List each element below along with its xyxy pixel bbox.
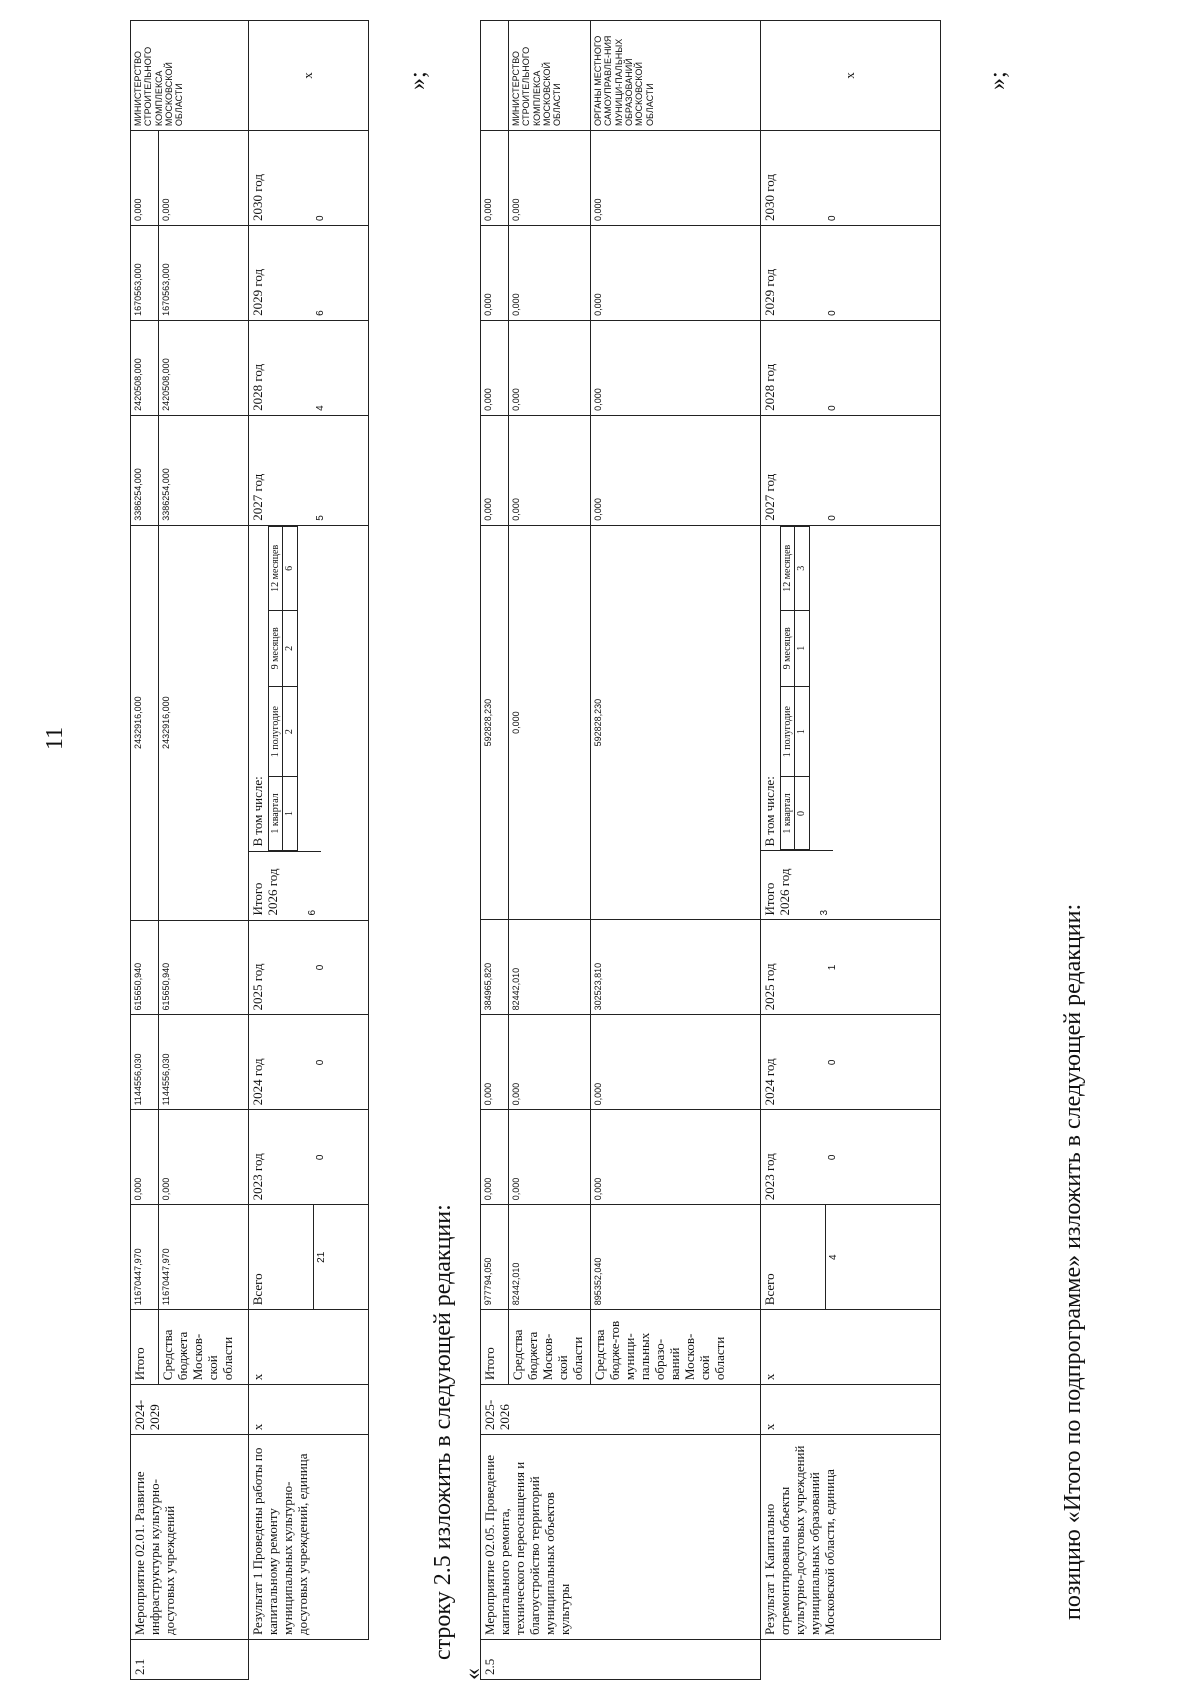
t1-col-2030 bbox=[249, 131, 369, 226]
t1-src-0: 11670447,970 bbox=[159, 1205, 249, 1310]
t1-src-7: 1670563,000 bbox=[159, 225, 249, 320]
t1-h-vsego: Всего bbox=[250, 1273, 265, 1306]
t1-col-2023 bbox=[249, 1110, 369, 1205]
t1-itogo2026 bbox=[249, 851, 321, 920]
t1-h-itogo2026: Итого 2026 год bbox=[250, 868, 280, 916]
t2-h-2030: 2030 год bbox=[762, 173, 777, 221]
t1-v-2025: 0 bbox=[315, 964, 326, 971]
t2-total-4: 592828,230 bbox=[481, 525, 509, 920]
t1-col-2027 bbox=[249, 415, 369, 525]
t1-col-2026 bbox=[249, 525, 369, 920]
t1-event: Мероприятие 02.01. Развитие инфраструктуры культурно-досуговых учреждений bbox=[131, 1435, 249, 1640]
t2-h1v: 1 bbox=[795, 686, 810, 777]
t2-src1-0: 82442,010 bbox=[509, 1205, 591, 1310]
t1-exec: МИНИСТЕРСТВО СТРОИТЕЛЬНОГО КОМПЛЕКСА МОСКОВСКОЙ ОБЛАСТИ bbox=[131, 21, 249, 131]
t2-col-vsego bbox=[761, 1205, 941, 1310]
t2-src2-8: 0,000 bbox=[591, 131, 761, 226]
t2-exec1: МИНИСТЕРСТВО СТРОИТЕЛЬНОГО КОМПЛЕКСА МОСКОВСКОЙ ОБЛАСТИ bbox=[509, 21, 591, 131]
t2-src1-3: 82442,010 bbox=[509, 920, 591, 1015]
table-2-1 bbox=[130, 20, 369, 1680]
t2-x1: х bbox=[761, 1385, 941, 1435]
t1-h-2028: 2028 год bbox=[250, 363, 265, 411]
t2-total-7: 0,000 bbox=[481, 225, 509, 320]
t1-total-2: 1144556,030 bbox=[131, 1015, 159, 1110]
t1-col-2024 bbox=[249, 1015, 369, 1110]
t1-q1v: 1 bbox=[283, 777, 298, 850]
t1-src: Средства бюджета Москов-ской области bbox=[159, 1310, 249, 1385]
quote-close-1: »; bbox=[405, 71, 431, 90]
t1-q1: 1 квартал bbox=[268, 777, 283, 850]
t2-src1-8: 0,000 bbox=[509, 131, 591, 226]
t1-col-2028 bbox=[249, 320, 369, 415]
t1-h1: 1 полугодие bbox=[268, 686, 283, 777]
t2-src1-2: 0,000 bbox=[509, 1015, 591, 1110]
t2-years: 2025-2026 bbox=[481, 1385, 761, 1435]
t1-m9v: 2 bbox=[283, 610, 298, 686]
t1-col-2029 bbox=[249, 225, 369, 320]
t2-col-2029 bbox=[761, 225, 941, 320]
t2-src2-2: 0,000 bbox=[591, 1015, 761, 1110]
t1-v-2024: 0 bbox=[315, 1059, 326, 1066]
t2-total-2: 0,000 bbox=[481, 1015, 509, 1110]
t2-v-2027: 0 bbox=[827, 515, 838, 521]
t1-blank bbox=[249, 1640, 369, 1680]
t1-itogo: Итого bbox=[131, 1310, 159, 1385]
t1-total-5: 3386254,000 bbox=[131, 415, 159, 525]
t1-src-8: 0,000 bbox=[159, 131, 249, 226]
t2-result: Результат 1 Капитально отремонтированы объекты культурно-досуговых учреждений муниципальных образований Московской области, единица bbox=[761, 1435, 941, 1640]
t1-v-2029: 6 bbox=[315, 310, 326, 316]
t2-h-2028: 2028 год bbox=[762, 363, 777, 411]
t2-h-vsego: Всего bbox=[762, 1273, 777, 1306]
t2-event: Мероприятие 02.05. Проведение капитального ремонта, технического переоснащения и благоустройство территорий муниципальных объектов культуры bbox=[481, 1435, 761, 1640]
t2-m12: 12 месяцев bbox=[780, 526, 795, 610]
t2-x3: х bbox=[761, 21, 941, 131]
t1-h-incl: В том числе: bbox=[250, 776, 265, 847]
t2-col-2026 bbox=[761, 525, 941, 920]
caption-1: строку 2.5 изложить в следующей редакции: bbox=[430, 1204, 456, 1660]
t2-src1: Средства бюджета Москов-ской области bbox=[509, 1310, 591, 1385]
t1-m12: 12 месяцев bbox=[268, 526, 283, 610]
t2-src2-6: 0,000 bbox=[591, 320, 761, 415]
t2-v-vsego: 4 bbox=[825, 1205, 842, 1309]
t2-src2: Средства бюдже-тов муници-пальных образо-ваний Москов-ской области bbox=[591, 1310, 761, 1385]
t1-v-vsego: 21 bbox=[313, 1205, 330, 1309]
t2-v-2024: 0 bbox=[827, 1059, 838, 1066]
t1-x3: х bbox=[249, 21, 369, 131]
t2-v-2029: 0 bbox=[827, 310, 838, 316]
t2-src2-4: 592828,230 bbox=[591, 525, 761, 920]
t2-incl bbox=[761, 526, 833, 851]
t1-src-6: 2420508,000 bbox=[159, 320, 249, 415]
t2-col-2025 bbox=[761, 920, 941, 1015]
t2-src1-5: 0,000 bbox=[509, 415, 591, 525]
t1-src-5: 3386254,000 bbox=[159, 415, 249, 525]
t2-src1-7: 0,000 bbox=[509, 225, 591, 320]
t1-h-2024: 2024 год bbox=[250, 1058, 265, 1106]
t1-incl bbox=[249, 526, 321, 851]
t2-v-itogo2026: 3 bbox=[819, 909, 830, 916]
t1-total-6: 2420508,000 bbox=[131, 320, 159, 415]
t2-m9v: 1 bbox=[795, 610, 810, 686]
t2-h-2023: 2023 год bbox=[762, 1153, 777, 1201]
t2-src1-6: 0,000 bbox=[509, 320, 591, 415]
t1-years: 2024-2029 bbox=[131, 1385, 249, 1435]
t2-h-2027: 2027 год bbox=[762, 473, 777, 521]
t2-col-2028 bbox=[761, 320, 941, 415]
t2-total-0: 977794,050 bbox=[481, 1205, 509, 1310]
table-2-5 bbox=[480, 20, 941, 1680]
t2-total-3: 384965,820 bbox=[481, 920, 509, 1015]
t1-v-2028: 4 bbox=[315, 405, 326, 411]
t1-v-2027: 5 bbox=[315, 515, 326, 521]
t2-col-2024 bbox=[761, 1015, 941, 1110]
t1-total-3: 615650,940 bbox=[131, 920, 159, 1015]
t1-h-2025: 2025 год bbox=[250, 963, 265, 1011]
t2-h-2025: 2025 год bbox=[762, 963, 777, 1011]
t2-itogo2026 bbox=[761, 850, 833, 919]
t1-col-vsego bbox=[249, 1205, 369, 1310]
t1-total-7: 1670563,000 bbox=[131, 225, 159, 320]
t2-col-2023 bbox=[761, 1110, 941, 1205]
t1-total-1: 0,000 bbox=[131, 1110, 159, 1205]
t2-h-incl: В том числе: bbox=[762, 776, 777, 847]
quote-close-2: »; bbox=[985, 71, 1011, 90]
t1-x1: х bbox=[249, 1385, 369, 1435]
t2-itogo: Итого bbox=[481, 1310, 509, 1385]
rotated-sheet bbox=[20, 20, 1180, 1680]
t1-result: Результат 1 Проведены работы по капитальному ремонту муниципальных культурно-досуговых учреждений, единица bbox=[249, 1435, 369, 1640]
t1-total-8: 0,000 bbox=[131, 131, 159, 226]
t1-num: 2.1 bbox=[131, 1640, 249, 1680]
t2-q1: 1 квартал bbox=[780, 777, 795, 850]
t2-total-5: 0,000 bbox=[481, 415, 509, 525]
t1-v-2030: 0 bbox=[315, 215, 326, 221]
t2-total-6: 0,000 bbox=[481, 320, 509, 415]
t2-q1v: 0 bbox=[795, 777, 810, 850]
t1-v-itogo2026: 6 bbox=[307, 909, 318, 916]
t2-total-8: 0,000 bbox=[481, 131, 509, 226]
t2-total-1: 0,000 bbox=[481, 1110, 509, 1205]
t1-col-2025 bbox=[249, 920, 369, 1015]
t2-x2: х bbox=[761, 1310, 941, 1385]
t1-v-2023: 0 bbox=[315, 1154, 326, 1161]
t2-blank bbox=[761, 1640, 941, 1680]
quote-open: « bbox=[460, 1668, 486, 1680]
t1-m12v: 6 bbox=[283, 526, 298, 610]
t2-src1-4: 0,000 bbox=[509, 525, 591, 920]
t2-v-2030: 0 bbox=[827, 215, 838, 221]
t1-h1v: 2 bbox=[283, 686, 298, 777]
t2-h-2029: 2029 год bbox=[762, 268, 777, 316]
t1-src-3: 615650,940 bbox=[159, 920, 249, 1015]
page-number: 11 bbox=[42, 726, 68, 750]
t1-h-2029: 2029 год bbox=[250, 268, 265, 316]
t2-m12v: 3 bbox=[795, 526, 810, 610]
t2-src2-1: 0,000 bbox=[591, 1110, 761, 1205]
t1-incl-table bbox=[268, 526, 298, 851]
t2-src2-3: 302523,810 bbox=[591, 920, 761, 1015]
t2-exec2: ОРГАНЫ МЕСТНОГО САМОУПРАВЛЕ-НИЯ МУНИЦИ-ПАЛЬНЫХ ОБРАЗОВАНИЙ МОСКОВСКОЙ ОБЛАСТИ bbox=[591, 21, 761, 131]
t2-src2-7: 0,000 bbox=[591, 225, 761, 320]
t2-exec-blank bbox=[481, 21, 509, 131]
t2-m9: 9 месяцев bbox=[780, 610, 795, 686]
t2-src2-0: 895352,040 bbox=[591, 1205, 761, 1310]
t2-src1-1: 0,000 bbox=[509, 1110, 591, 1205]
t2-src2-5: 0,000 bbox=[591, 415, 761, 525]
t2-col-2027 bbox=[761, 415, 941, 525]
t1-h-2023: 2023 год bbox=[250, 1153, 265, 1201]
t1-total-4: 2432916,000 bbox=[131, 525, 159, 920]
t1-h-2027: 2027 год bbox=[250, 473, 265, 521]
t1-m9: 9 месяцев bbox=[268, 610, 283, 686]
t1-total-0: 11670447,970 bbox=[131, 1205, 159, 1310]
t2-v-2025: 1 bbox=[827, 964, 838, 971]
t2-h-itogo2026: Итого 2026 год bbox=[762, 868, 792, 916]
t2-h1: 1 полугодие bbox=[780, 686, 795, 777]
t2-v-2028: 0 bbox=[827, 405, 838, 411]
t1-h-2030: 2030 год bbox=[250, 173, 265, 221]
caption-2: позицию «Итого по подпрограмме» изложить в следующей редакции: bbox=[1060, 903, 1086, 1620]
t2-incl-table bbox=[780, 526, 810, 851]
t2-v-2023: 0 bbox=[827, 1154, 838, 1161]
t1-x2: х bbox=[249, 1310, 369, 1385]
t2-col-2030 bbox=[761, 131, 941, 226]
t1-src-4: 2432916,000 bbox=[159, 525, 249, 920]
t2-num: 2.5 bbox=[481, 1640, 761, 1680]
t1-src-2: 1144556,030 bbox=[159, 1015, 249, 1110]
t2-h-2024: 2024 год bbox=[762, 1058, 777, 1106]
t1-src-1: 0,000 bbox=[159, 1110, 249, 1205]
